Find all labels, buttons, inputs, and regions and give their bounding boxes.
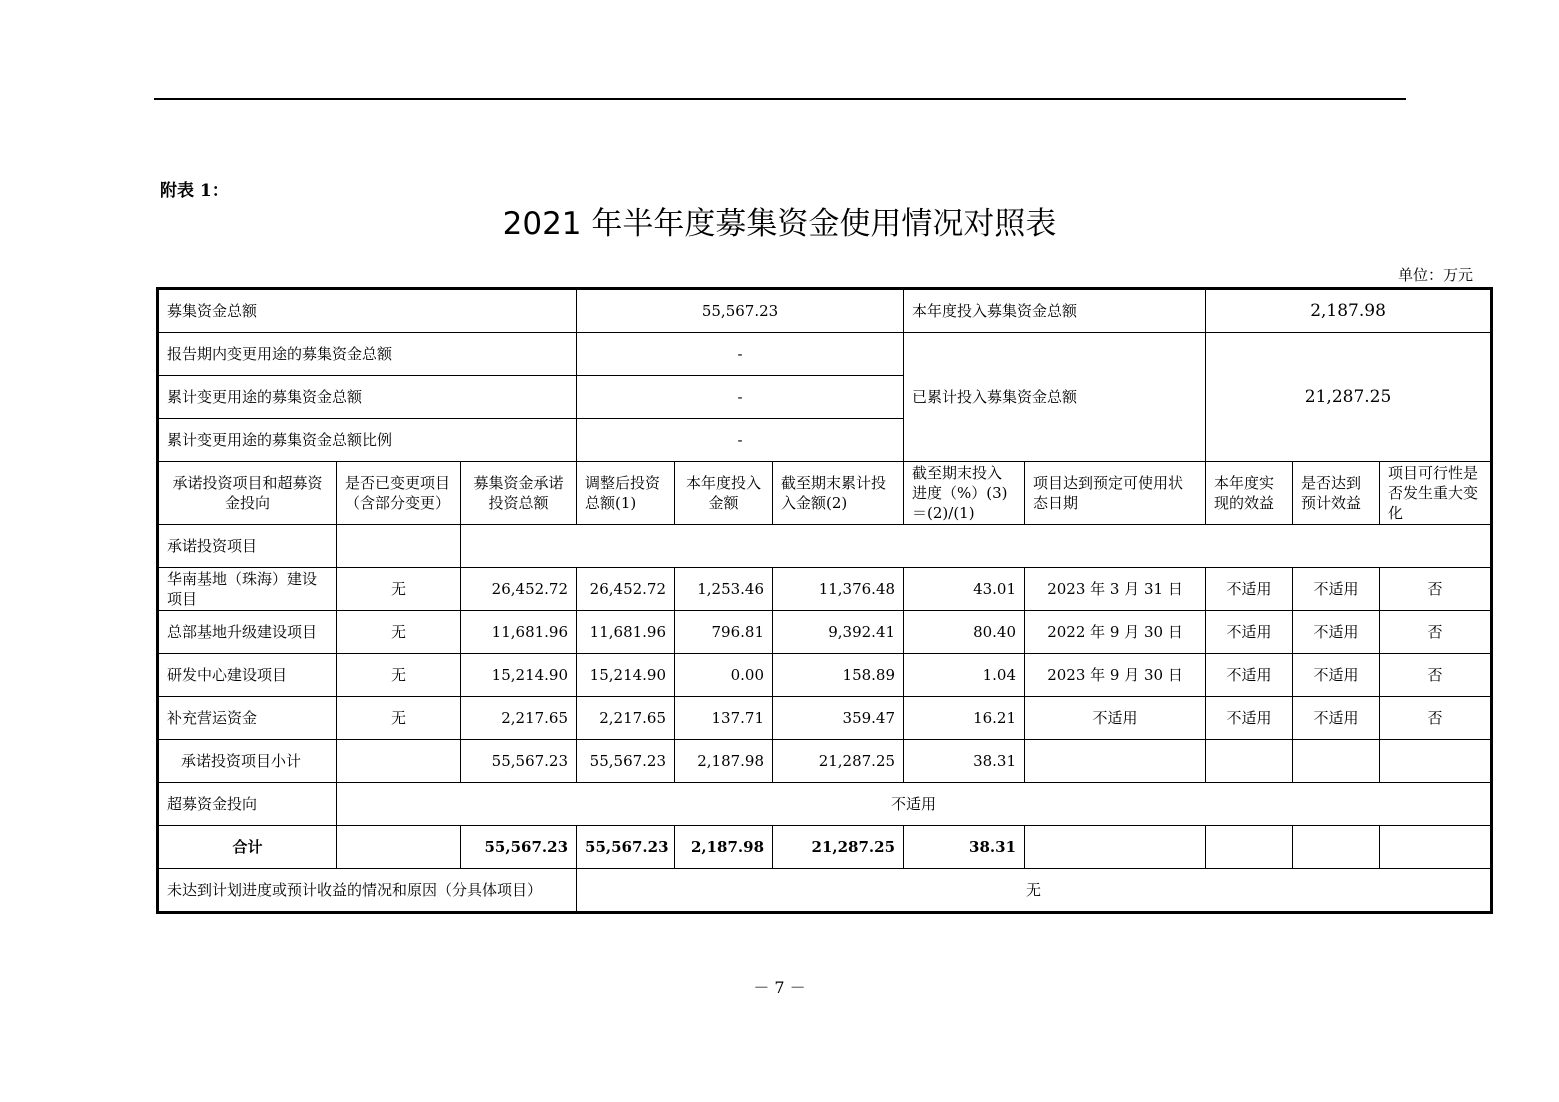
total-row: [158, 826, 1492, 869]
total-progress: 38.31: [904, 826, 1025, 869]
empty-cell: [1206, 740, 1293, 783]
empty-cell: [1380, 826, 1492, 869]
project-achieved: 不适用: [1293, 697, 1380, 740]
project-ready-date: 2023 年 3 月 31 日: [1025, 568, 1206, 611]
unit-label: 单位：万元: [1397, 266, 1473, 284]
project-committed: 2,217.65: [461, 697, 577, 740]
table-row: [158, 568, 1492, 611]
project-benefit: 不适用: [1206, 654, 1293, 697]
subtotal-adjusted: 55,567.23: [577, 740, 675, 783]
project-achieved: 不适用: [1293, 568, 1380, 611]
project-year-input: 137.71: [675, 697, 773, 740]
total-adjusted: 55,567.23: [577, 826, 675, 869]
project-cumulative: 9,392.41: [773, 611, 904, 654]
project-changed: 无: [337, 654, 461, 697]
project-adjusted: 26,452.72: [577, 568, 675, 611]
column-header: 本年度投入金额: [675, 462, 773, 525]
total-year-input: 2,187.98: [675, 826, 773, 869]
empty-cell: [1206, 826, 1293, 869]
cumulative-changed-value: -: [577, 376, 904, 419]
empty-cell: [1380, 740, 1492, 783]
column-header: 截至期末投入进度（%）(3)＝(2)/(1): [904, 462, 1025, 525]
cumulative-changed-ratio-value: -: [577, 419, 904, 462]
project-ready-date: 2022 年 9 月 30 日: [1025, 611, 1206, 654]
committed-section-label: 承诺投资项目: [158, 525, 337, 568]
fund-usage-table: [156, 287, 1493, 914]
column-header: 是否达到预计效益: [1293, 462, 1380, 525]
table-row: [158, 654, 1492, 697]
project-name: 华南基地（珠海）建设项目: [158, 568, 337, 611]
empty-cell: [1025, 826, 1206, 869]
project-name: 补充营运资金: [158, 697, 337, 740]
subtotal-committed: 55,567.23: [461, 740, 577, 783]
project-adjusted: 2,217.65: [577, 697, 675, 740]
column-header: 承诺投资项目和超募资金投向: [158, 462, 337, 525]
empty-cell: [337, 826, 461, 869]
project-cumulative: 11,376.48: [773, 568, 904, 611]
project-ready-date: 2023 年 9 月 30 日: [1025, 654, 1206, 697]
over-raised-label: 超募资金投向: [158, 783, 337, 826]
project-cumulative: 158.89: [773, 654, 904, 697]
over-raised-value: 不适用: [337, 783, 1492, 826]
summary-row-total: [158, 289, 1492, 333]
project-achieved: 不适用: [1293, 654, 1380, 697]
total-raised-value: 55,567.23: [577, 289, 904, 333]
empty-cell: [337, 740, 461, 783]
table-row: [158, 611, 1492, 654]
column-header: 本年度实现的效益: [1206, 462, 1293, 525]
empty-cell: [337, 525, 461, 568]
empty-cell: [1293, 740, 1380, 783]
column-header: 是否已变更项目（含部分变更）: [337, 462, 461, 525]
header-rule: [154, 98, 1406, 100]
subtotal-year-input: 2,187.98: [675, 740, 773, 783]
cumulative-changed-ratio-label: 累计变更用途的募集资金总额比例: [158, 419, 577, 462]
page-number: － 7 －: [753, 978, 806, 997]
column-header: 调整后投资总额(1): [577, 462, 675, 525]
project-changed: 无: [337, 697, 461, 740]
column-header-row: [158, 462, 1492, 525]
empty-cell: [1025, 740, 1206, 783]
project-benefit: 不适用: [1206, 697, 1293, 740]
table-row: [158, 697, 1492, 740]
project-adjusted: 15,214.90: [577, 654, 675, 697]
project-progress: 1.04: [904, 654, 1025, 697]
total-committed: 55,567.23: [461, 826, 577, 869]
project-feasibility: 否: [1380, 611, 1492, 654]
committed-section-row: [158, 525, 1492, 568]
current-year-input-label: 本年度投入募集资金总额: [904, 289, 1206, 333]
project-committed: 15,214.90: [461, 654, 577, 697]
project-year-input: 1,253.46: [675, 568, 773, 611]
shortfall-label: 未达到计划进度或预计收益的情况和原因（分具体项目）: [158, 869, 577, 913]
project-benefit: 不适用: [1206, 568, 1293, 611]
project-progress: 16.21: [904, 697, 1025, 740]
shortfall-row: [158, 869, 1492, 913]
project-progress: 43.01: [904, 568, 1025, 611]
summary-row-changed: [158, 333, 1492, 376]
column-header: 募集资金承诺投资总额: [461, 462, 577, 525]
project-feasibility: 否: [1380, 568, 1492, 611]
page-title: 2021 年半年度募集资金使用情况对照表: [502, 206, 1057, 242]
project-benefit: 不适用: [1206, 611, 1293, 654]
over-raised-row: [158, 783, 1492, 826]
cumulative-input-label: 已累计投入募集资金总额: [904, 333, 1206, 462]
changed-in-period-value: -: [577, 333, 904, 376]
total-label: 合计: [158, 826, 337, 869]
current-year-input-value: 2,187.98: [1206, 289, 1492, 333]
project-year-input: 0.00: [675, 654, 773, 697]
subtotal-label: 承诺投资项目小计: [158, 740, 337, 783]
total-raised-label: 募集资金总额: [158, 289, 577, 333]
changed-in-period-label: 报告期内变更用途的募集资金总额: [158, 333, 577, 376]
project-cumulative: 359.47: [773, 697, 904, 740]
subtotal-row: [158, 740, 1492, 783]
empty-cell: [1293, 826, 1380, 869]
project-adjusted: 11,681.96: [577, 611, 675, 654]
project-changed: 无: [337, 568, 461, 611]
project-year-input: 796.81: [675, 611, 773, 654]
project-committed: 11,681.96: [461, 611, 577, 654]
column-header: 项目可行性是否发生重大变化: [1380, 462, 1492, 525]
project-ready-date: 不适用: [1025, 697, 1206, 740]
column-header: 截至期末累计投入金额(2): [773, 462, 904, 525]
total-cumulative: 21,287.25: [773, 826, 904, 869]
column-header: 项目达到预定可使用状态日期: [1025, 462, 1206, 525]
subtotal-cumulative: 21,287.25: [773, 740, 904, 783]
cumulative-changed-label: 累计变更用途的募集资金总额: [158, 376, 577, 419]
project-committed: 26,452.72: [461, 568, 577, 611]
shortfall-value: 无: [577, 869, 1492, 913]
subtotal-progress: 38.31: [904, 740, 1025, 783]
project-name: 总部基地升级建设项目: [158, 611, 337, 654]
cumulative-input-value: 21,287.25: [1206, 333, 1492, 462]
project-progress: 80.40: [904, 611, 1025, 654]
project-changed: 无: [337, 611, 461, 654]
appendix-label: 附表 1：: [160, 181, 229, 201]
empty-cell: [461, 525, 1492, 568]
project-achieved: 不适用: [1293, 611, 1380, 654]
project-feasibility: 否: [1380, 697, 1492, 740]
project-name: 研发中心建设项目: [158, 654, 337, 697]
project-feasibility: 否: [1380, 654, 1492, 697]
